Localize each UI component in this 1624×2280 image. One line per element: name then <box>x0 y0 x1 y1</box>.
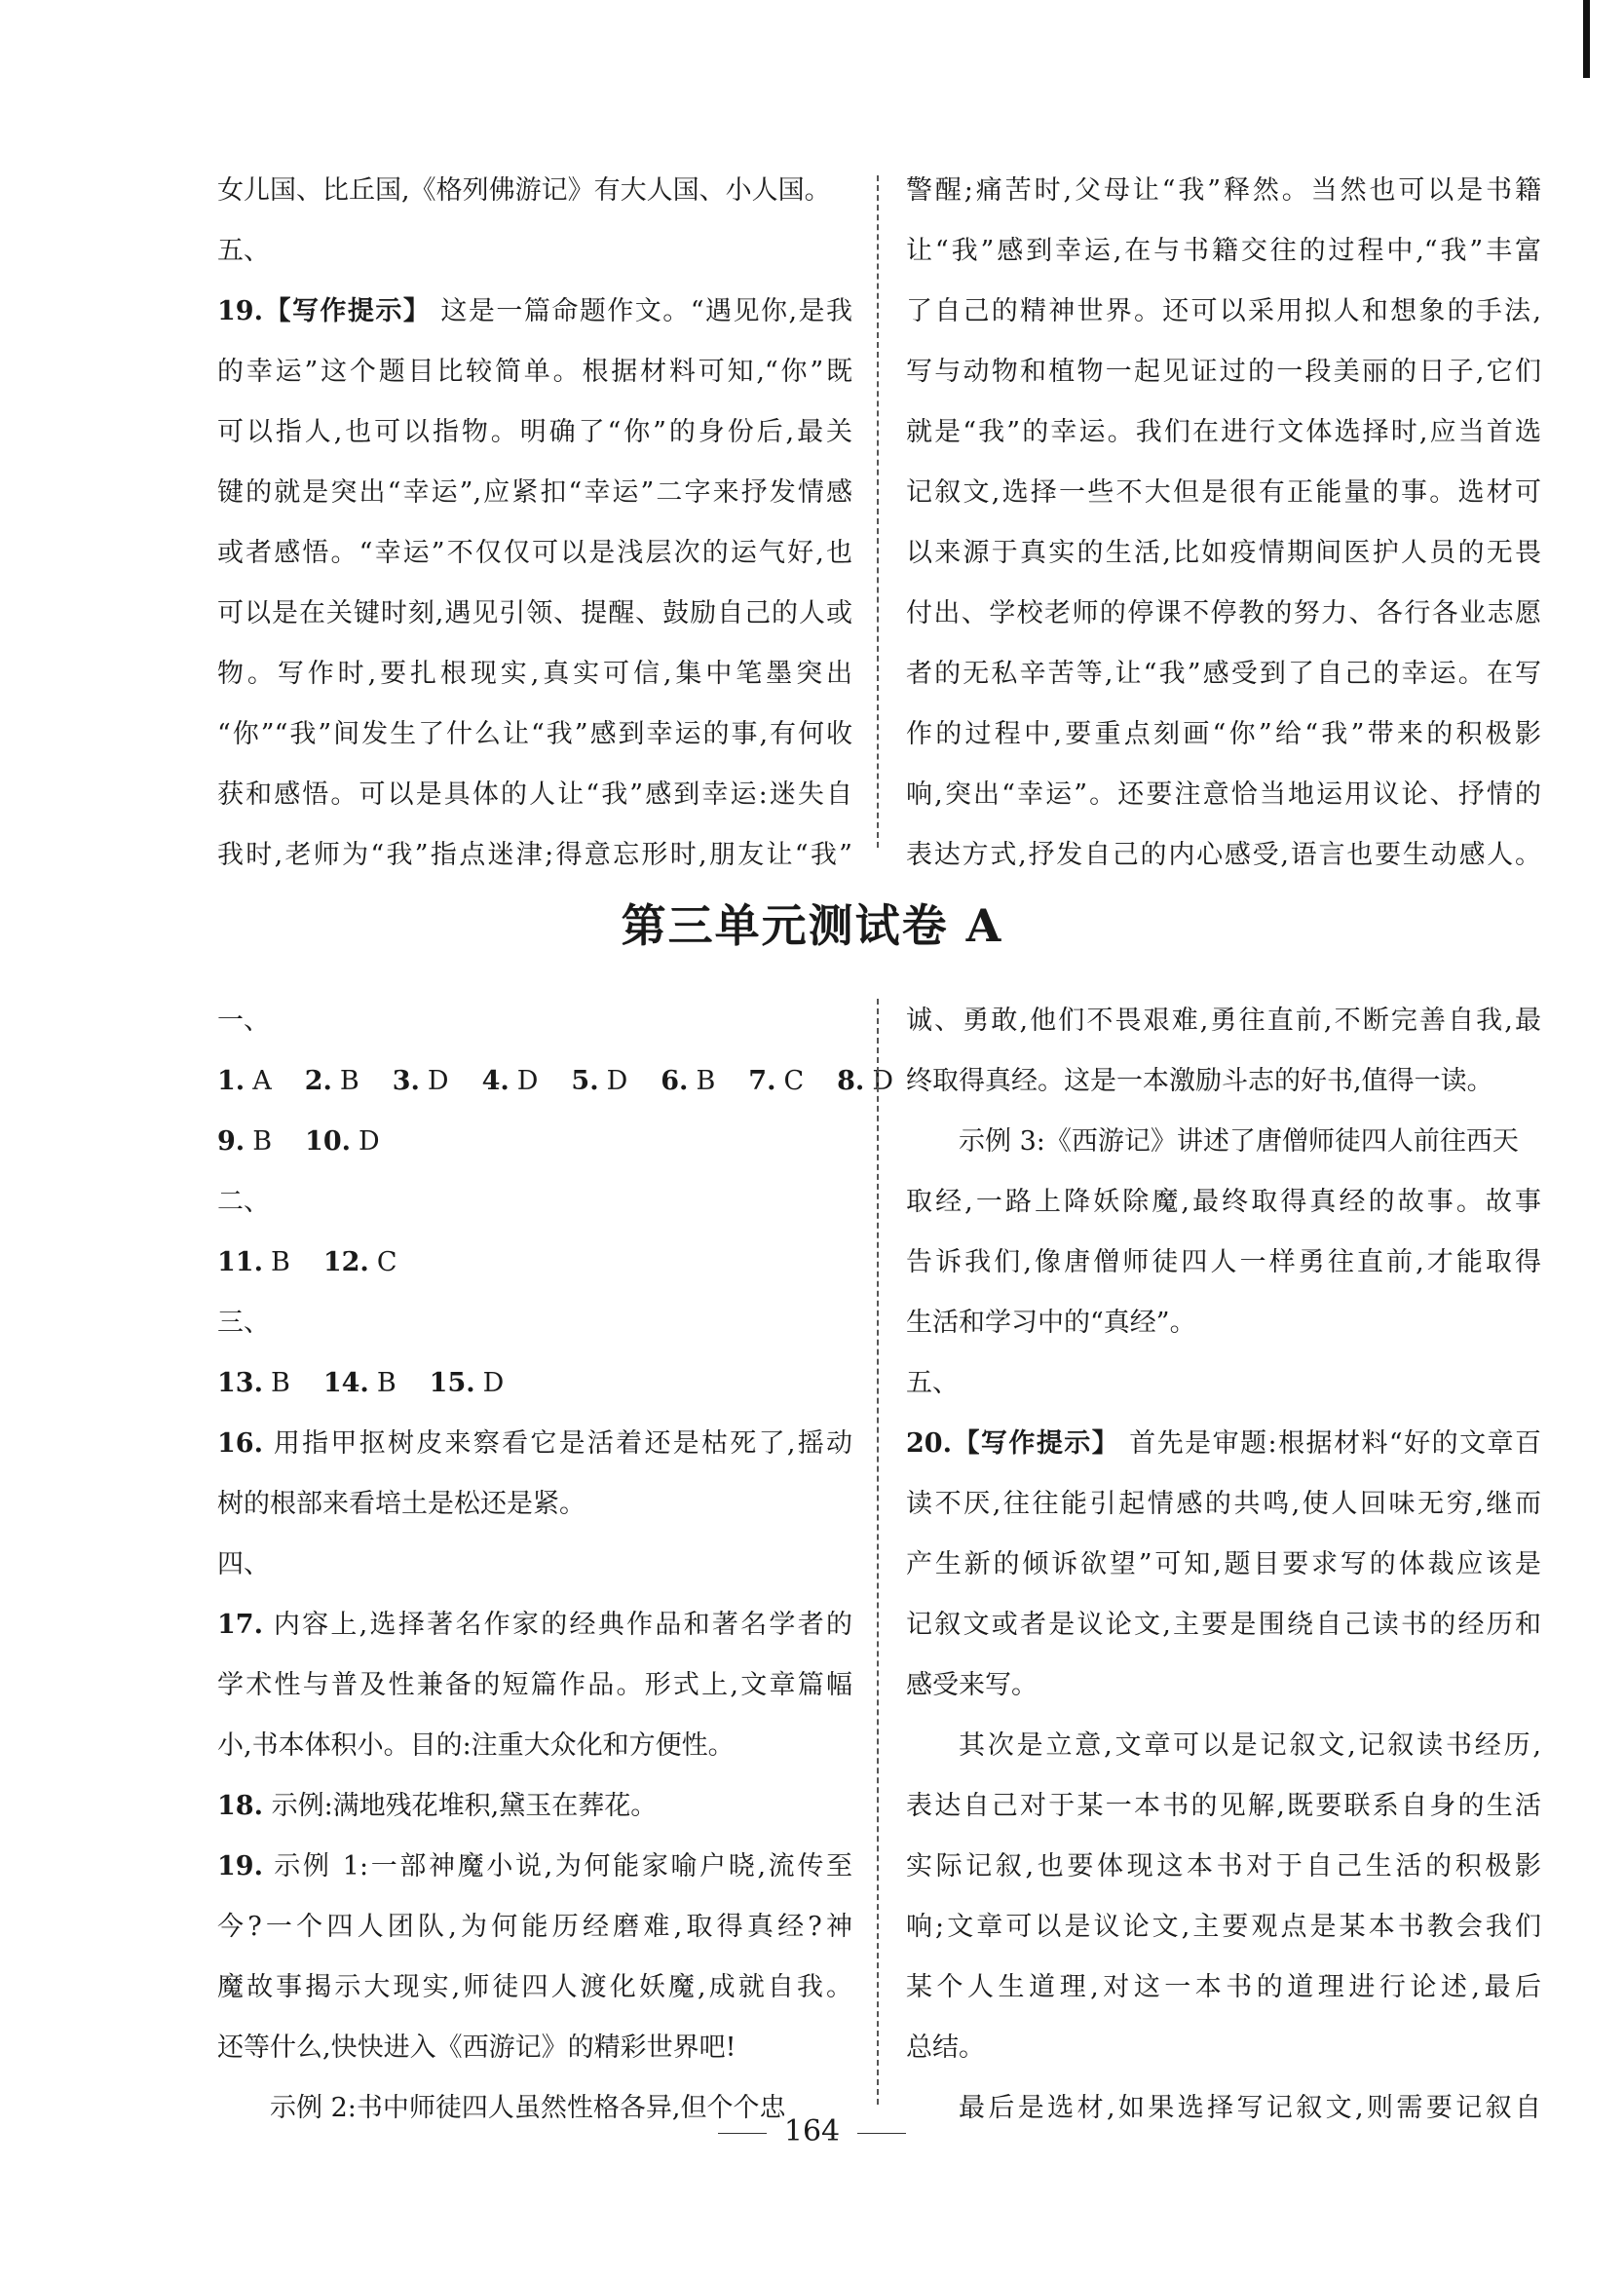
answer-choice: B <box>270 1368 290 1398</box>
writing-tip-tag: 【写作提示】 <box>262 296 432 326</box>
question-19-line <box>217 1837 852 1897</box>
question-20-line <box>906 1414 1541 1474</box>
text: 首先是审题:根据材料“好的文章百 <box>1119 1428 1542 1459</box>
answer-item <box>748 1066 804 1096</box>
column-divider <box>877 999 879 2105</box>
question-number: 11. <box>217 1247 263 1277</box>
text-line: 的幸运”这个题目比较简单。根据材料可知,“你”既 <box>217 357 852 387</box>
question-number: 9. <box>217 1126 245 1157</box>
question-number: 13. <box>217 1368 263 1398</box>
question-18-line <box>217 1776 852 1837</box>
text-line: 可以是在关键时刻,遇见引领、提醒、鼓励自己的人或 <box>217 598 852 628</box>
question-number: 6. <box>661 1066 689 1096</box>
text-line: 示例 3:《西游记》讲述了唐僧师徒四人前往西天 <box>959 1126 1519 1157</box>
section-heading: 五、 <box>217 236 270 266</box>
answer-item <box>661 1066 715 1096</box>
text-line: 表达自己对于某一本书的见解,既要联系自身的生活 <box>906 1791 1541 1821</box>
text-line: 付出、学校老师的停课不停教的努力、各行各业志愿 <box>906 598 1541 628</box>
answer-choice: B <box>270 1247 290 1277</box>
text-line: 示例 2:书中师徒四人虽然性格各异,但个个忠 <box>270 2093 786 2123</box>
section-heading: 一、 <box>217 1006 270 1036</box>
answer-item <box>482 1066 539 1096</box>
text-line: 写与动物和植物一起见证过的一段美丽的日子,它们 <box>906 357 1541 387</box>
answers-row <box>217 1112 852 1172</box>
text-line: 警醒;痛苦时,父母让“我”释然。当然也可以是书籍 <box>906 175 1541 206</box>
answer-choice: D <box>606 1066 628 1096</box>
answer-choice: D <box>872 1066 893 1096</box>
text-line: 女儿国、比丘国,《格列佛游记》有大人国、小人国。 <box>217 175 831 206</box>
text-line: 记叙文,选择一些不大但是很有正能量的事。选材可 <box>906 477 1541 508</box>
text-line: 取经,一路上降妖除魔,最终取得真经的故事。故事 <box>906 1187 1541 1217</box>
text-line: 让“我”感到幸运,在与书籍交往的过程中,“我”丰富 <box>906 236 1541 266</box>
answer-choice: D <box>359 1126 380 1157</box>
text-line: 告诉我们,像唐僧师徒四人一样勇往直前,才能取得 <box>906 1247 1541 1277</box>
answers-row <box>217 1353 852 1414</box>
answer-item <box>305 1066 359 1096</box>
answer-item <box>217 1368 290 1398</box>
answer-item <box>217 1066 272 1096</box>
text-line: “你”“我”间发生了什么让“我”感到幸运的事,有何收 <box>217 719 852 749</box>
text-line: 或者感悟。“幸运”不仅仅可以是浅层次的运气好,也 <box>217 538 852 568</box>
text-line: 诚、勇敢,他们不畏艰难,勇往直前,不断完善自我,最 <box>906 1006 1541 1036</box>
question-number: 18. <box>217 1791 263 1821</box>
text: 这是一篇命题作文。“遇见你,是我 <box>431 296 853 326</box>
text-line: 还等什么,快快进入《西游记》的精彩世界吧! <box>217 2033 736 2063</box>
dash-left <box>718 2133 767 2134</box>
text-line: 产生新的倾诉欲望”可知,题目要求写的体裁应该是 <box>906 1549 1541 1579</box>
text-line: 今?一个四人团队,为何能历经磨难,取得真经?神 <box>217 1912 852 1942</box>
answer-choice: C <box>783 1066 805 1096</box>
section-heading: 四、 <box>217 1549 270 1579</box>
answer-choice: B <box>252 1126 273 1157</box>
text-line: 了自己的精神世界。还可以采用拟人和想象的手法, <box>906 296 1541 326</box>
text-line: 键的就是突出“幸运”,应紧扣“幸运”二字来抒发情感 <box>217 477 852 508</box>
text-line: 记叙文或者是议论文,主要是围绕自己读书的经历和 <box>906 1610 1541 1640</box>
page-edge-mark <box>1583 0 1590 78</box>
top-left-column <box>217 161 852 886</box>
answers-row <box>217 1051 893 1112</box>
answer-choice: A <box>252 1066 272 1096</box>
question-number: 3. <box>392 1066 420 1096</box>
section-heading: 三、 <box>217 1308 270 1338</box>
question-number: 15. <box>429 1368 475 1398</box>
answer-choice: D <box>427 1066 449 1096</box>
text-line: 物。写作时,要扎根现实,真实可信,集中笔墨突出 <box>217 659 852 689</box>
text-line: 其次是立意,文章可以是记叙文,记叙读书经历, <box>959 1730 1541 1761</box>
question-number: 5. <box>571 1066 599 1096</box>
text: 示例 1:一部神魔小说,为何能家喻户晓,流传至 <box>262 1851 852 1881</box>
question-17-line <box>217 1595 852 1655</box>
answer-choice: D <box>482 1368 505 1398</box>
question-number: 19. <box>217 296 263 326</box>
answer-item <box>323 1247 397 1277</box>
answer-item <box>393 1066 449 1096</box>
answer-item <box>837 1066 893 1096</box>
answer-choice: D <box>516 1066 539 1096</box>
text-line: 实际记叙,也要体现这本书对于自己生活的积极影 <box>906 1851 1541 1881</box>
answer-item <box>217 1247 290 1277</box>
text-line: 响;文章可以是议论文,主要观点是某本书教会我们 <box>906 1912 1541 1942</box>
text-line: 获和感悟。可以是具体的人让“我”感到幸运:迷失自 <box>217 779 852 810</box>
question-number: 12. <box>322 1247 369 1277</box>
answer-item <box>217 1126 272 1157</box>
text-line: 可以指人,也可以指物。明确了“你”的身份后,最关 <box>217 417 852 447</box>
text: 用指甲抠树皮来察看它是活着还是枯死了,摇动 <box>262 1428 852 1459</box>
text-line: 作的过程中,要重点刻画“你”给“我”带来的积极影 <box>906 719 1541 749</box>
writing-tip-tag: 【写作提示】 <box>951 1428 1120 1459</box>
question-16-line <box>217 1414 852 1474</box>
column-divider <box>877 175 879 848</box>
text-line: 某个人生道理,对这一本书的道理进行论述,最后 <box>906 1972 1541 2002</box>
question-number: 4. <box>481 1066 510 1096</box>
text-line: 终取得真经。这是一本激励斗志的好书,值得一读。 <box>906 1066 1493 1096</box>
question-number: 10. <box>305 1126 352 1157</box>
text-line: 读不厌,往往能引起情感的共鸣,使人回味无穷,继而 <box>906 1489 1541 1519</box>
answers-row <box>217 1233 852 1293</box>
dash-right <box>857 2133 906 2134</box>
section-title: 第三单元测试卷 A <box>621 899 1003 952</box>
text-line: 学术性与普及性兼备的短篇作品。形式上,文章篇幅 <box>217 1670 852 1700</box>
text-line: 生活和学习中的“真经”。 <box>906 1308 1196 1338</box>
text-line: 就是“我”的幸运。我们在进行文体选择时,应当首选 <box>906 417 1541 447</box>
text-line: 我时,老师为“我”指点迷津;得意忘形时,朋友让“我” <box>217 840 852 870</box>
section-heading: 二、 <box>217 1187 270 1217</box>
question-number: 16. <box>217 1428 263 1459</box>
section-heading: 五、 <box>906 1368 959 1398</box>
top-right-column <box>906 161 1541 886</box>
question-19-line <box>217 282 852 342</box>
answer-choice: B <box>339 1066 359 1096</box>
question-number: 19. <box>217 1851 263 1881</box>
text-line: 感受来写。 <box>906 1670 1038 1700</box>
bottom-right-column <box>906 991 1541 2139</box>
text-line: 表达方式,抒发自己的内心感受,语言也要生动感人。 <box>906 840 1541 870</box>
question-number: 17. <box>217 1610 263 1640</box>
answer-item <box>571 1066 627 1096</box>
answer-choice: B <box>696 1066 716 1096</box>
question-number: 8. <box>837 1066 865 1096</box>
text-line: 以来源于真实的生活,比如疫情期间医护人员的无畏 <box>906 538 1541 568</box>
answer-item <box>305 1126 380 1157</box>
page-number <box>0 2112 1624 2151</box>
question-number: 2. <box>304 1066 332 1096</box>
text-line: 最后是选材,如果选择写记叙文,则需要记叙自 <box>959 2093 1541 2123</box>
answer-choice: B <box>376 1368 397 1398</box>
answer-item <box>430 1368 505 1398</box>
answer-choice: C <box>376 1247 397 1277</box>
text: 内容上,选择著名作家的经典作品和著名学者的 <box>262 1610 852 1640</box>
question-number: 20. <box>906 1428 952 1459</box>
page-number-value: 164 <box>783 2114 841 2148</box>
text-line: 总结。 <box>906 2033 985 2063</box>
text-line: 魔故事揭示大现实,师徒四人渡化妖魔,成就自我。 <box>217 1972 852 2002</box>
question-number: 14. <box>322 1368 369 1398</box>
text-line: 响,突出“幸运”。还要注意恰当地运用议论、抒情的 <box>906 779 1541 810</box>
question-number: 7. <box>748 1066 776 1096</box>
text: 示例:满地残花堆积,黛玉在葬花。 <box>262 1791 658 1821</box>
text-line: 者的无私辛苦等,让“我”感受到了自己的幸运。在写 <box>906 659 1541 689</box>
question-number: 1. <box>217 1066 245 1096</box>
text-line: 小,书本体积小。目的:注重大众化和方便性。 <box>217 1730 735 1761</box>
text-line: 树的根部来看培土是松还是紧。 <box>217 1489 585 1519</box>
answer-item <box>323 1368 397 1398</box>
bottom-left-column <box>217 991 893 2139</box>
